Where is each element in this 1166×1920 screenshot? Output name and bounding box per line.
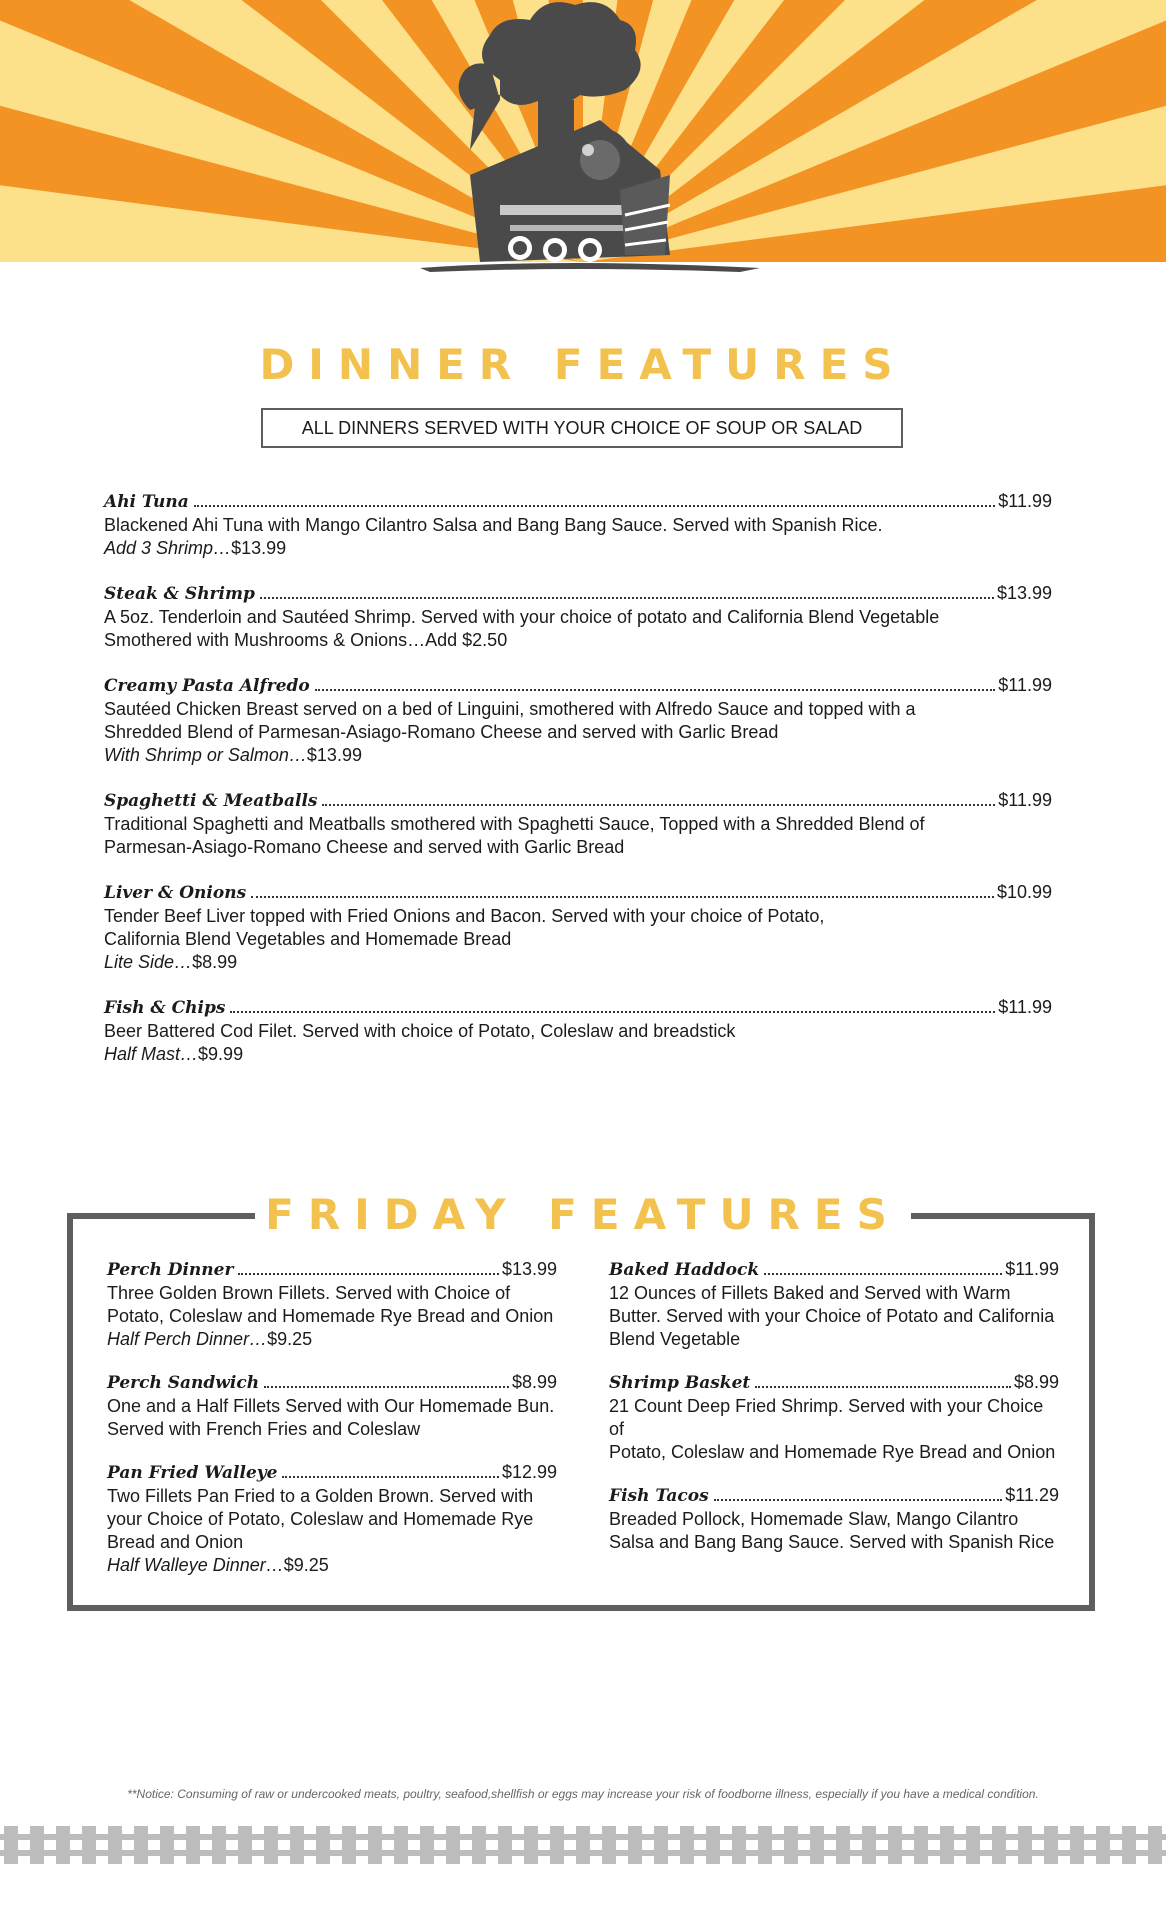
menu-item-description: Traditional Spaghetti and Meatballs smothered with Spaghetti Sauce, Topped with a Shredded Blend of	[104, 814, 925, 834]
menu-item-name: Steak & Shrimp	[104, 584, 255, 604]
friday-features-title: FRIDAY FEATURES	[0, 1190, 1166, 1239]
menu-item-name: Shrimp Basket	[609, 1373, 751, 1393]
menu-item-description: 12 Ounces of Fillets Baked and Served with Warm	[609, 1283, 1011, 1303]
option-price: $13.99	[306, 745, 362, 765]
menu-item-description: Blend Vegetable	[609, 1329, 741, 1349]
menu-item-option	[104, 744, 1052, 767]
option-price: $9.25	[267, 1329, 313, 1349]
menu-item-name: Pan Fried Walleye	[107, 1463, 278, 1483]
railroad-track-icon	[0, 1820, 1166, 1870]
menu-item	[104, 881, 1052, 974]
menu-item-name: Ahi Tuna	[104, 492, 189, 512]
menu-item-description: One and a Half Fillets Served with Our Homemade Bun.	[107, 1396, 555, 1416]
leader-dots	[764, 1273, 1002, 1275]
friday-right-column	[609, 1258, 1059, 1574]
menu-item-price: $12.99	[501, 1462, 557, 1482]
leader-dots	[315, 689, 996, 691]
option-label: Half Walleye Dinner…	[107, 1555, 284, 1575]
option-label: Lite Side…	[104, 952, 193, 972]
menu-item-name: Spaghetti & Meatballs	[104, 791, 318, 811]
menu-item-description: A 5oz. Tenderloin and Sautéed Shrimp. Served with your choice of potato and California Blend Vegetable	[104, 607, 940, 627]
menu-item-description: Sautéed Chicken Breast served on a bed of Linguini, smothered with Alfredo Sauce and topped with a	[104, 699, 916, 719]
menu-item-description: Butter. Served with your Choice of Potato and California	[609, 1306, 1055, 1326]
leader-dots	[264, 1386, 509, 1388]
menu-item-description: Bread and Onion	[107, 1532, 244, 1552]
menu-item-price: $10.99	[996, 882, 1052, 902]
menu-item-option	[107, 1554, 557, 1577]
menu-item	[104, 789, 1052, 859]
leader-dots	[230, 1011, 995, 1013]
menu-item-price: $8.99	[1013, 1372, 1059, 1392]
menu-item	[609, 1371, 1059, 1464]
leader-dots	[251, 896, 994, 898]
leader-dots	[194, 505, 996, 507]
option-price: $9.99	[198, 1044, 244, 1064]
menu-item-option	[107, 1328, 557, 1351]
menu-item-name: Baked Haddock	[609, 1260, 760, 1280]
menu-item-price: $11.99	[998, 491, 1052, 511]
menu-item-price: $11.99	[998, 675, 1052, 695]
menu-item-price: $11.99	[998, 997, 1052, 1017]
menu-item-description: Served with French Fries and Coleslaw	[107, 1419, 421, 1439]
leader-dots	[714, 1499, 1003, 1501]
friday-left-column	[107, 1258, 557, 1597]
option-price: $9.25	[283, 1555, 329, 1575]
menu-item	[107, 1258, 557, 1351]
menu-item-price: $11.99	[1005, 1259, 1059, 1279]
leader-dots	[282, 1476, 498, 1478]
menu-item-price: $13.99	[996, 583, 1052, 603]
menu-item-description: Potato, Coleslaw and Homemade Rye Bread and Onion	[107, 1306, 554, 1326]
menu-item-description: California Blend Vegetables and Homemade Bread	[104, 929, 512, 949]
leader-dots	[260, 597, 994, 599]
header-sunburst	[0, 0, 1166, 290]
menu-item-name: Perch Sandwich	[107, 1373, 260, 1393]
menu-item	[609, 1484, 1059, 1554]
menu-item-option	[104, 951, 1052, 974]
option-label: Half Perch Dinner…	[107, 1329, 268, 1349]
menu-item-description: Potato, Coleslaw and Homemade Rye Bread and Onion	[609, 1442, 1056, 1462]
menu-item-option	[104, 537, 1052, 560]
menu-item	[107, 1461, 557, 1577]
menu-item-description: Shredded Blend of Parmesan-Asiago-Romano Cheese and served with Garlic Bread	[104, 722, 779, 742]
menu-item	[104, 582, 1052, 652]
menu-item-name: Creamy Pasta Alfredo	[104, 676, 310, 696]
menu-item	[107, 1371, 557, 1441]
menu-item-price: $11.99	[998, 790, 1052, 810]
menu-item-description: Smothered with Mushrooms & Onions…Add $2.50	[104, 630, 508, 650]
menu-item-description: Breaded Pollock, Homemade Slaw, Mango Cilantro	[609, 1509, 1019, 1529]
menu-item	[104, 674, 1052, 767]
option-price: $8.99	[192, 952, 238, 972]
leader-dots	[322, 804, 995, 806]
menu-item-description: Parmesan-Asiago-Romano Cheese and served with Garlic Bread	[104, 837, 625, 857]
menu-item-description: Two Fillets Pan Fried to a Golden Brown. Served with	[107, 1486, 534, 1506]
option-label: With Shrimp or Salmon…	[104, 745, 307, 765]
dinner-features-title: DINNER FEATURES	[259, 340, 907, 389]
menu-item-name: Liver & Onions	[104, 883, 247, 903]
soup-salad-notice: ALL DINNERS SERVED WITH YOUR CHOICE OF SOUP OR SALAD	[261, 408, 903, 448]
dinner-menu-list	[104, 490, 1052, 1088]
menu-item	[104, 996, 1052, 1066]
menu-item	[609, 1258, 1059, 1351]
menu-item-description: Salsa and Bang Bang Sauce. Served with Spanish Rice	[609, 1532, 1055, 1552]
menu-item-description: 21 Count Deep Fried Shrimp. Served with your Choice of	[609, 1396, 1044, 1439]
menu-item-description: your Choice of Potato, Coleslaw and Homemade Rye	[107, 1509, 534, 1529]
menu-item-price: $8.99	[511, 1372, 557, 1392]
foodborne-illness-notice: **Notice: Consuming of raw or undercooked meats, poultry, seafood,shellfish or eggs may increase your risk of foodborne illness, especially if you have a medical condition.	[127, 1787, 1039, 1801]
menu-item-option	[104, 1043, 1052, 1066]
menu-item-price: $11.29	[1005, 1485, 1059, 1505]
option-price: $13.99	[231, 538, 287, 558]
menu-item-price: $13.99	[501, 1259, 557, 1279]
option-label: Add 3 Shrimp…	[104, 538, 232, 558]
menu-item-description: Beer Battered Cod Filet. Served with choice of Potato, Coleslaw and breadstick	[104, 1021, 736, 1041]
menu-item-name: Fish & Chips	[104, 998, 226, 1018]
menu-item-description: Tender Beef Liver topped with Fried Onions and Bacon. Served with your choice of Potato,	[104, 906, 825, 926]
menu-item-name: Perch Dinner	[107, 1260, 234, 1280]
leader-dots	[755, 1386, 1011, 1388]
leader-dots	[238, 1273, 499, 1275]
menu-item-description: Three Golden Brown Fillets. Served with Choice of	[107, 1283, 511, 1303]
menu-item	[104, 490, 1052, 560]
menu-item-description: Blackened Ahi Tuna with Mango Cilantro Salsa and Bang Bang Sauce. Served with Spanish Rice.	[104, 515, 883, 535]
menu-item-name: Fish Tacos	[609, 1486, 709, 1506]
option-label: Half Mast…	[104, 1044, 199, 1064]
